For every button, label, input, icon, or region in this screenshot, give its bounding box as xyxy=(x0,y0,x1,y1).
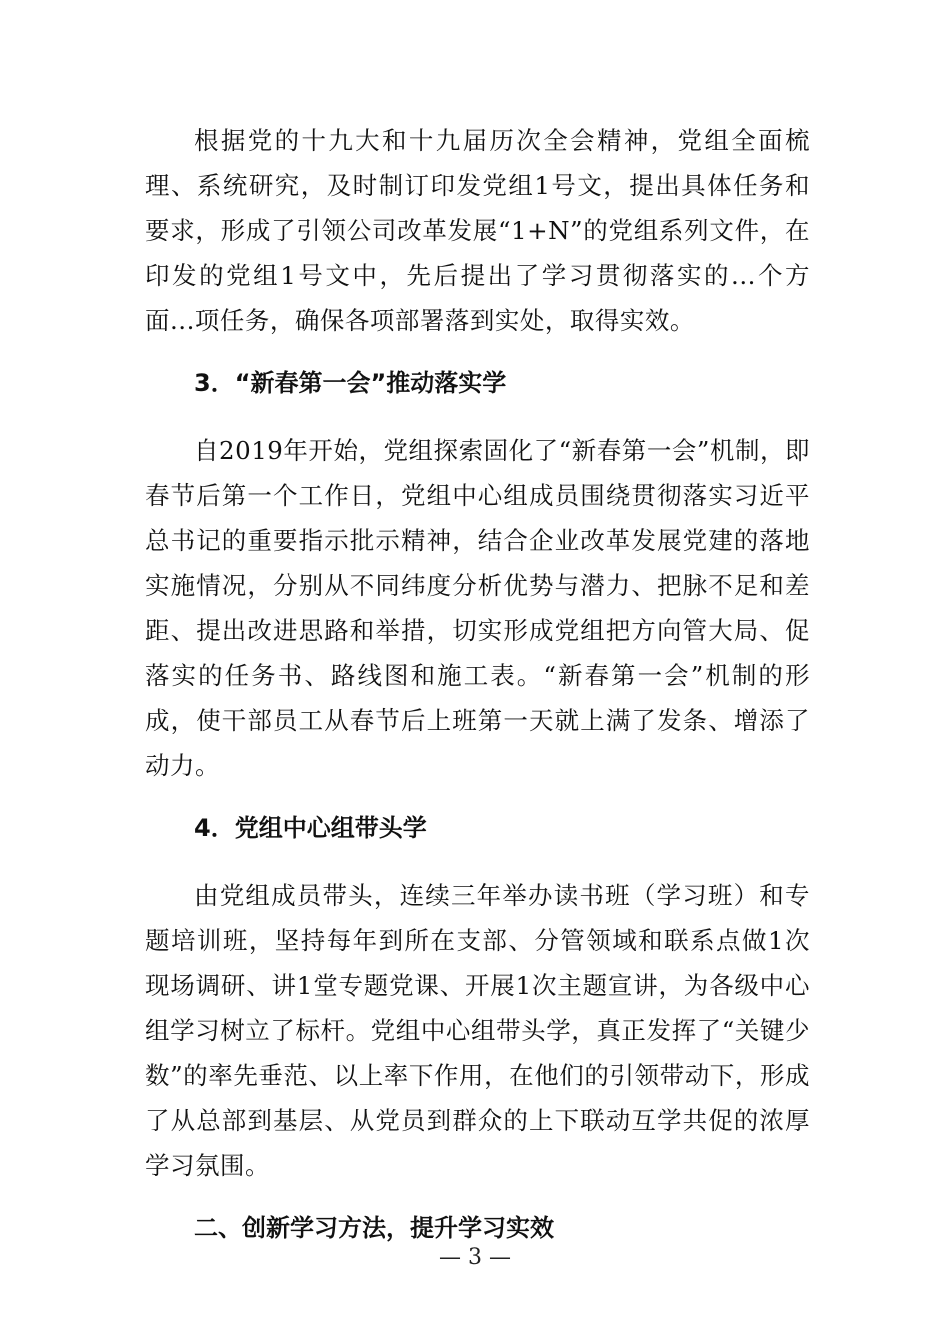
paragraph-1: 根据党的十九大和十九届历次全会精神，党组全面梳理、系统研究，及时制订印发党组1号文，提出具体任务和要求，形成了引领公司改革发展“1+N”的党组系列文件，在印发的党组1号文中，先后提出了学习贯彻落实的...个方面...项任务，确保各项部署落到实处，取得实效。 xyxy=(145,126,810,335)
chapter-heading-2: 二、创新学习方法，提升学习实效 xyxy=(194,1214,554,1242)
document-body xyxy=(145,118,810,1251)
page-number: — 3 — xyxy=(439,1245,511,1270)
section-heading-3: 3．“新春第一会”推动落实学 xyxy=(194,369,507,397)
paragraph-2: 自2019年开始，党组探索固化了“新春第一会”机制，即春节后第一个工作日，党组中心组成员围绕贯彻落实习近平总书记的重要指示批示精神，结合企业改革发展党建的落地实施情况，分别从不同纬度分析优势与潜力、把脉不足和差距、提出改进思路和举措，切实形成党组把方向管大局、促落实的任务书、路线图和施工表。“新春第一会”机制的形成，使干部员工从春节后上班第一天就上满了发条、增添了动力。 xyxy=(145,436,810,780)
section-heading-4: 4．党组中心组带头学 xyxy=(194,814,427,842)
paragraph-3: 由党组成员带头，连续三年举办读书班（学习班）和专题培训班，坚持每年到所在支部、分管领域和联系点做1次现场调研、讲1堂专题党课、开展1次主题宣讲，为各级中心组学习树立了标杆。党组中心组带头学，真正发挥了“关键少数”的率先垂范、以上率下作用，在他们的引领带动下，形成了从总部到基层、从党员到群众的上下联动互学共促的浓厚学习氛围。 xyxy=(145,881,810,1180)
